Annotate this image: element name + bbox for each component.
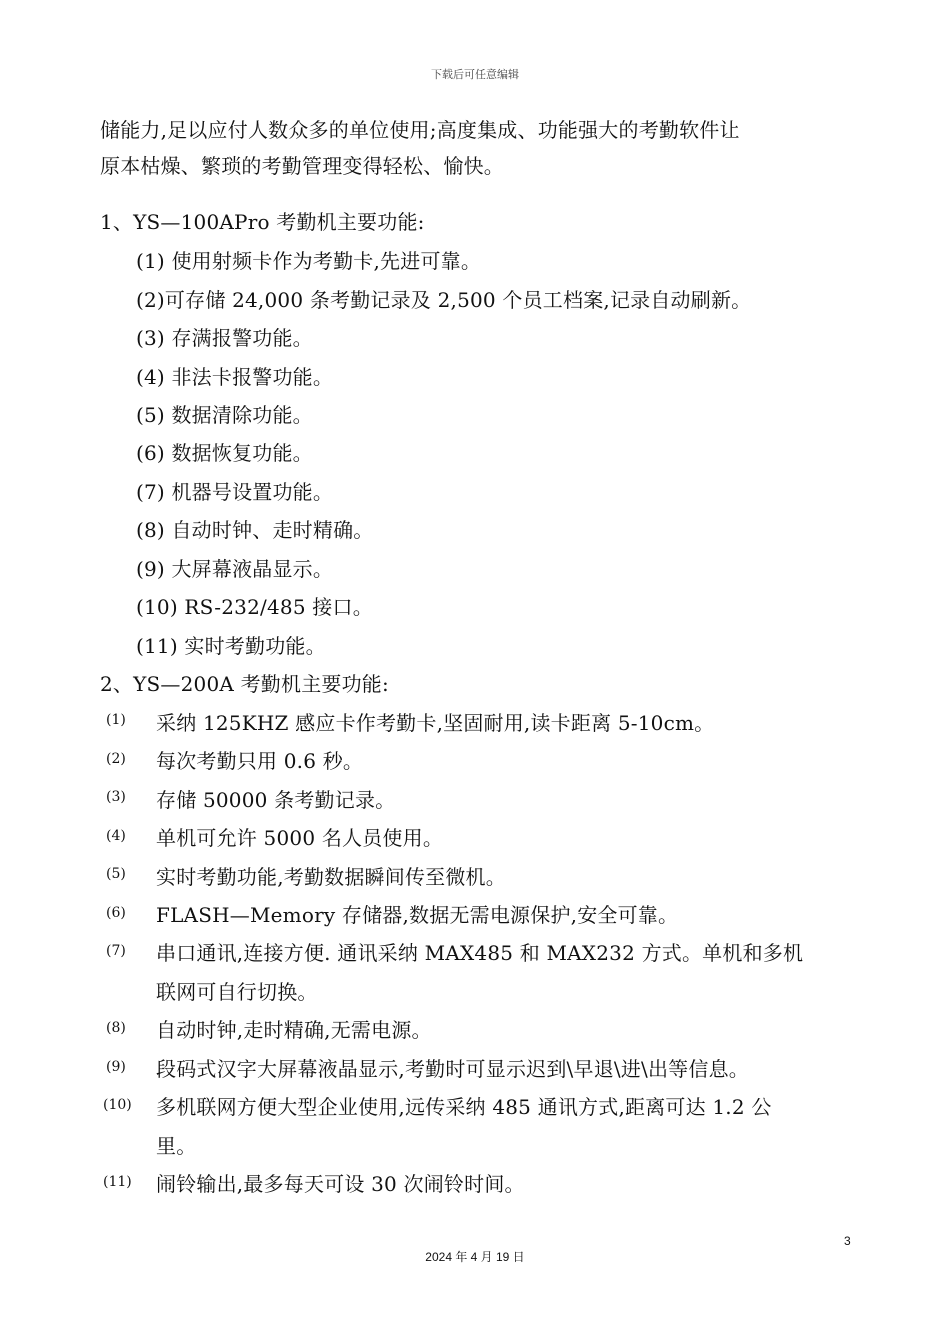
section2-item-text: 自动时钟,走时精确,无需电源。 (156, 1018, 432, 1042)
section2-item-number: (7) (106, 943, 126, 959)
page-number: 3 (844, 1234, 851, 1248)
section2-item-number: (8) (106, 1020, 126, 1036)
section2-item-text: 闹铃输出,最多每天可设 30 次闹铃时间。 (156, 1172, 525, 1196)
section2-item-text: 存储 50000 条考勤记录。 (156, 788, 396, 812)
section1-item: (3) 存满报警功能。 (136, 326, 313, 350)
section2-item-text: 单机可允许 5000 名人员使用。 (156, 826, 444, 850)
section2-item-text: 段码式汉字大屏幕液晶显示,考勤时可显示迟到\早退\进\出等信息。 (156, 1057, 749, 1081)
section2-title: 2、YS—200A 考勤机主要功能: (100, 672, 389, 696)
footer-date: 2024 年 4 月 19 日 (425, 1250, 525, 1264)
section2-item-number: (1) (106, 712, 126, 728)
page-header: 下载后可任意编辑 (431, 68, 519, 81)
section2-item-text: 采纳 125KHZ 感应卡作考勤卡,坚固耐用,读卡距离 5-10cm。 (156, 711, 715, 735)
section2-item-number: (2) (106, 751, 126, 767)
section2-item-number: (4) (106, 828, 126, 844)
section1-item: (9) 大屏幕液晶显示。 (136, 557, 334, 581)
section2-item-number: (9) (106, 1059, 126, 1075)
section1-item: (10) RS-232/485 接口。 (136, 595, 373, 619)
section2-item-number: (11) (103, 1174, 132, 1190)
section2-item-text: FLASH—Memory 存储器,数据无需电源保护,安全可靠。 (156, 903, 679, 927)
section2-item-text: 实时考勤功能,考勤数据瞬间传至微机。 (156, 865, 506, 889)
section2-item-number: (6) (106, 905, 126, 921)
section1-item: (4) 非法卡报警功能。 (136, 365, 334, 389)
section1-item: (2)可存储 24,000 条考勤记录及 2,500 个员工档案,记录自动刷新。 (136, 288, 752, 312)
section2-item-number: (5) (106, 866, 126, 882)
section1-item: (8) 自动时钟、走时精确。 (136, 518, 374, 542)
section2-item-text: 串口通讯,连接方便. 通讯采纳 MAX485 和 MAX232 方式。单机和多机 (156, 941, 804, 965)
section1-item: (5) 数据清除功能。 (136, 403, 313, 427)
section2-item-number: (3) (106, 789, 126, 805)
section2-item-continuation: 联网可自行切换。 (156, 980, 318, 1004)
section1-item: (1) 使用射频卡作为考勤卡,先进可靠。 (136, 249, 482, 273)
intro-line-2: 原本枯燥、繁琐的考勤管理变得轻松、愉快。 (100, 154, 504, 178)
section1-item: (11) 实时考勤功能。 (136, 634, 326, 658)
section2-item-text: 多机联网方便大型企业使用,远传采纳 485 通讯方式,距离可达 1.2 公 (156, 1095, 772, 1119)
section2-item-continuation: 里。 (156, 1134, 197, 1158)
section1-item: (7) 机器号设置功能。 (136, 480, 334, 504)
intro-line-1: 储能力,足以应付人数众多的单位使用;高度集成、功能强大的考勤软件让 (100, 118, 740, 142)
section1-title: 1、YS—100APro 考勤机主要功能: (100, 210, 425, 234)
section2-item-text: 每次考勤只用 0.6 秒。 (156, 749, 364, 773)
section2-item-number: (10) (103, 1097, 132, 1113)
section1-item: (6) 数据恢复功能。 (136, 441, 313, 465)
